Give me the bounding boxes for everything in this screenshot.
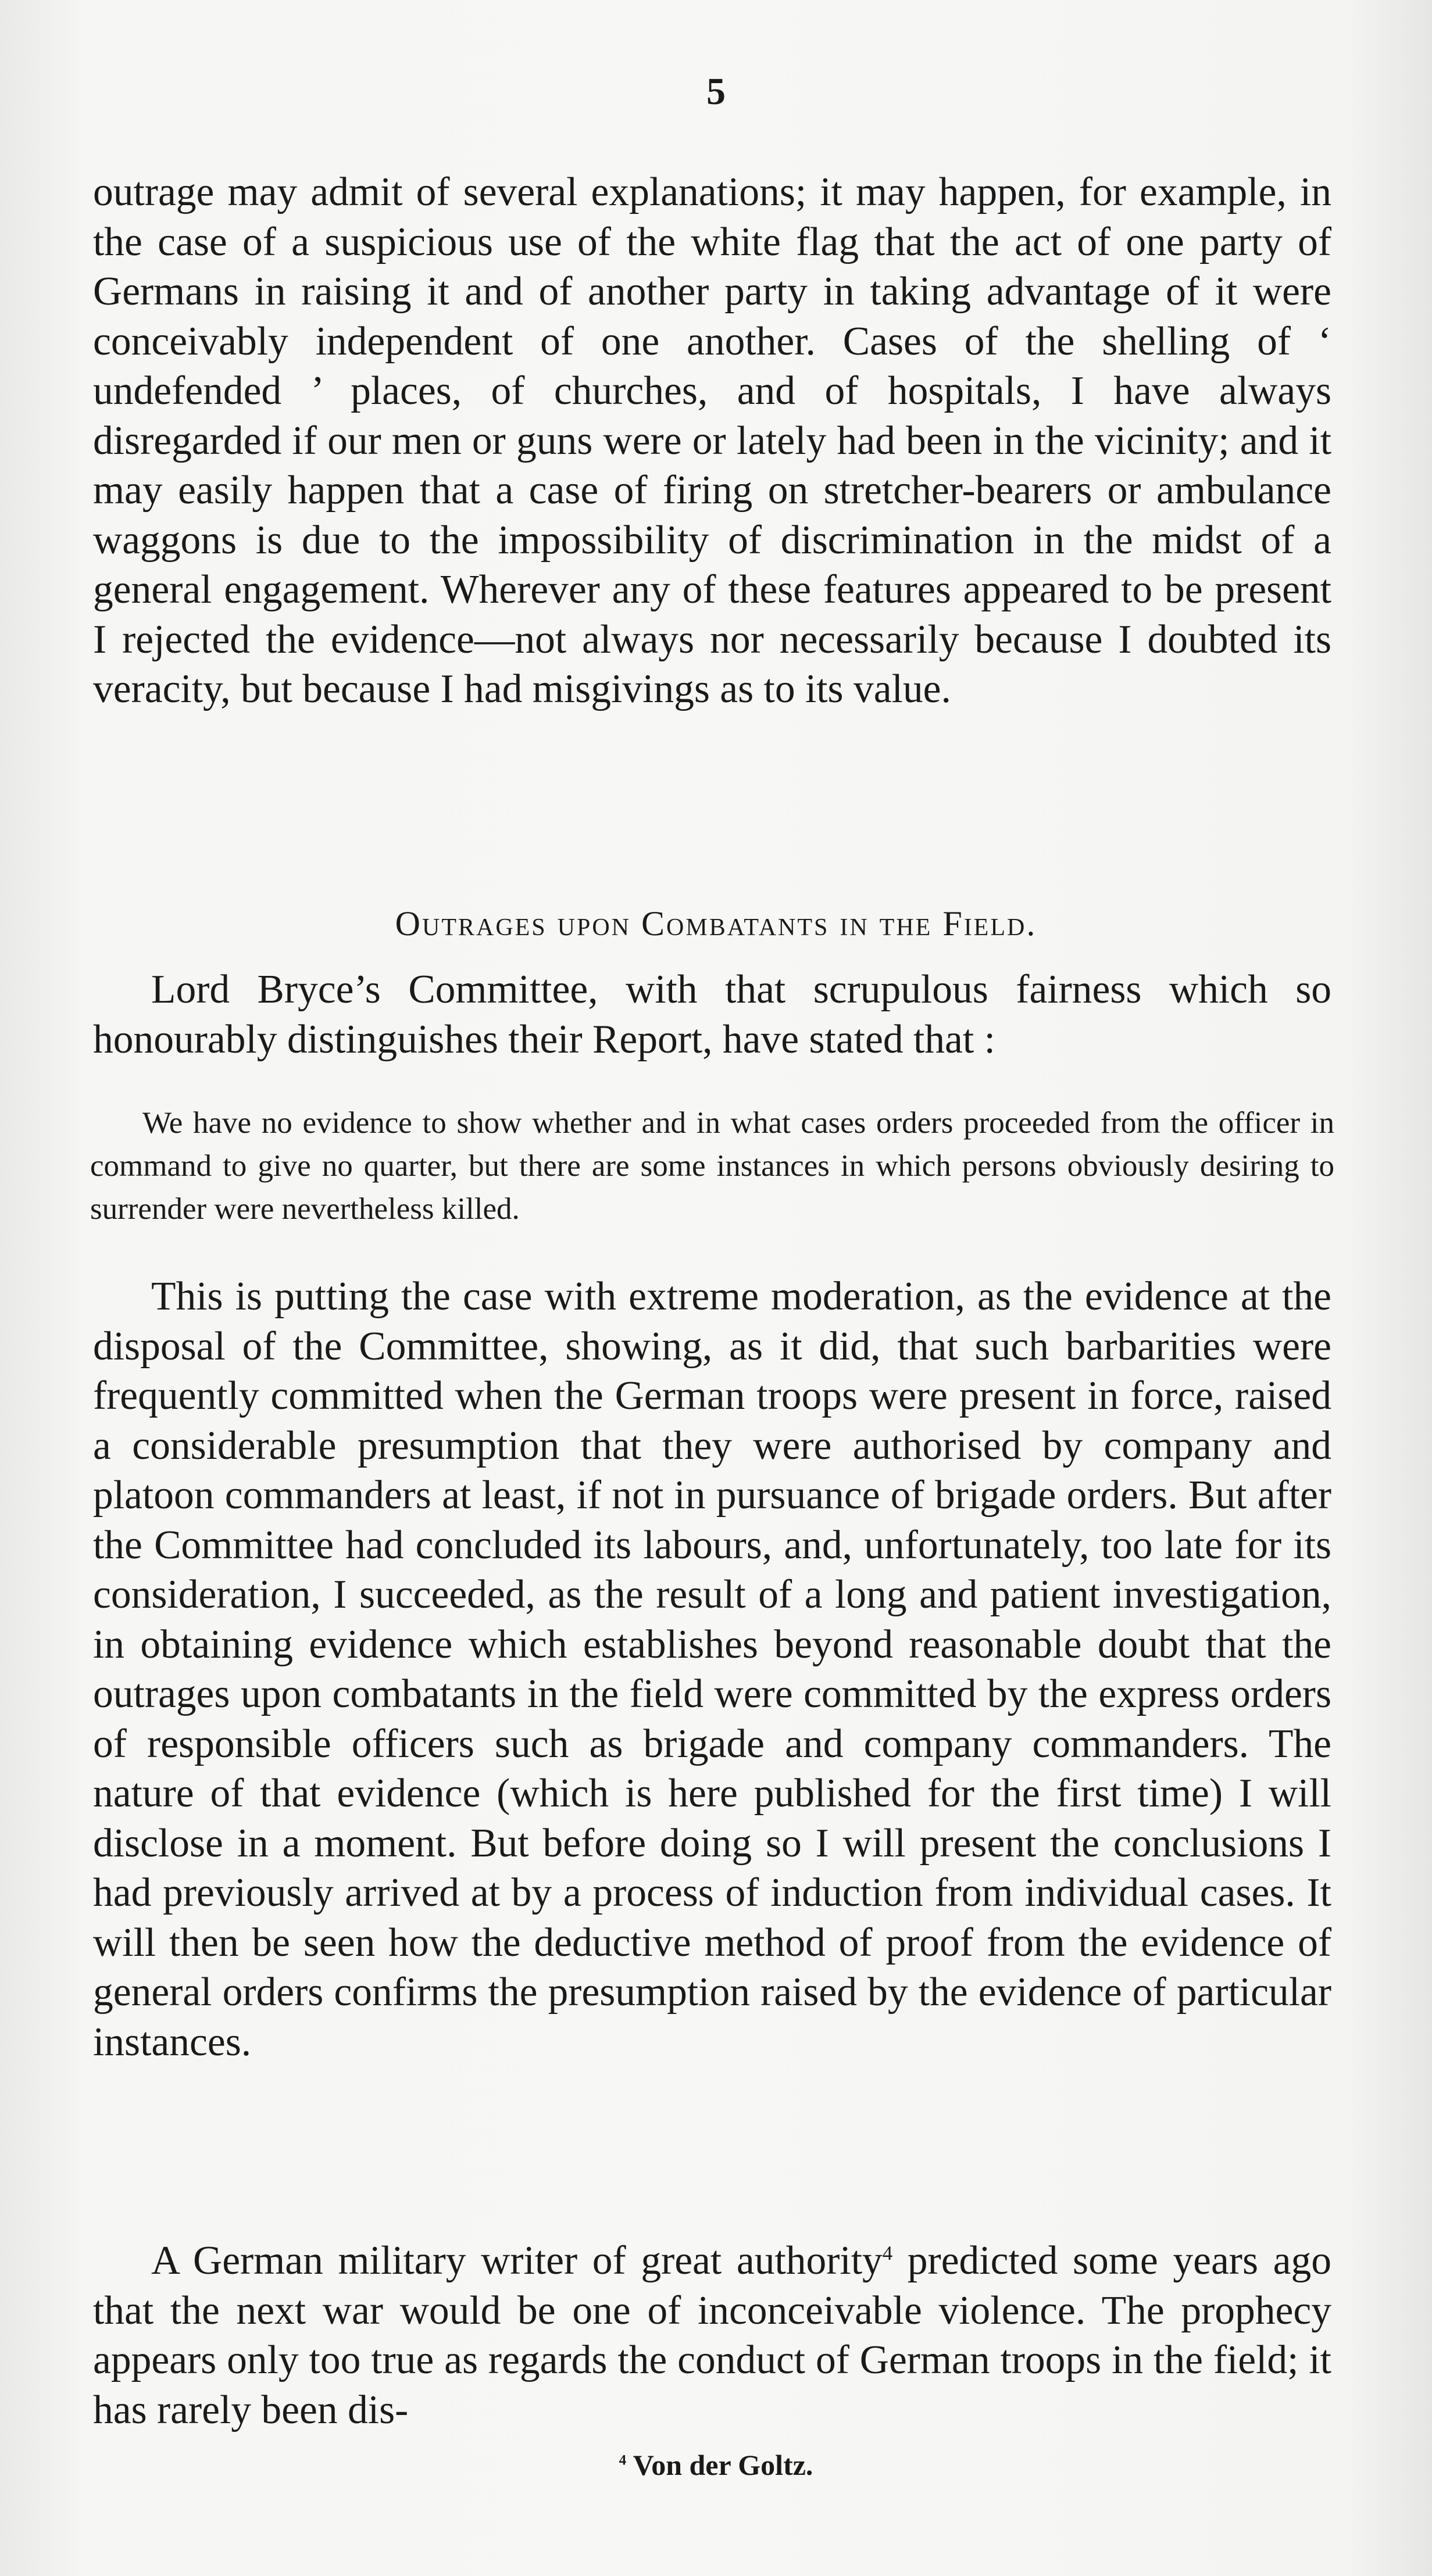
- paragraph-3-text: This is putting the case with extreme moderation, as the evidence at the disposal of the Committee, showing, as it did, that such barbarities were frequently committed when the German troops were present in force, raised a considerable presumption that they were authorised by company and platoon commanders at least, if not in pursuance of brigade orders. But after the Committee had concluded its labours, and, unfortunately, too late for its consideration, I succeeded, as the result of a long and patient investigation, in obtaining evidence which establishes beyond reasonable doubt that the outrages upon combatants in the field were committed by the express orders of responsible officers such as brigade and company commanders. The nature of that evidence (which is here published for the first time) I will disclose in a moment. But before doing so I will present the conclusions I had previously arrived at by a process of induction from individual cases. It will then be seen how the deductive method of proof from the evidence of general orders confirms the presumption raised by the evidence of particular instances.: [93, 1274, 1331, 2065]
- footnote: [0, 2448, 1432, 2482]
- section-heading: Outrages upon Combatants in the Field.: [395, 904, 1037, 943]
- block-quote-text: We have no evidence to show whether and in what cases orders proceeded from the officer in command to give no quarter, but there are some instances in which persons obviously desiring to surrender were nevertheless killed.: [90, 1106, 1334, 1226]
- paragraph-2-text: Lord Bryce’s Committee, with that scrupulous fairness which so honourably distinguishes their Report, have stated that :: [93, 967, 1331, 1062]
- paragraph-4-text-end: predicted some years ago that the next war would be one of inconceivable violence. The prophecy appears only too true as regards the conduct of German troops in the field; it has rarely been dis-: [93, 2238, 1331, 2432]
- footnote-reference: 4: [882, 2241, 893, 2264]
- paragraph-4: [93, 2236, 1331, 2435]
- paragraph-2: [93, 965, 1331, 1064]
- paragraph-1: [93, 167, 1331, 714]
- paragraph-4-text: [93, 2236, 1331, 2435]
- paragraph-1-text: outrage may admit of several explanations; it may happen, for example, in the case of a suspicious use of the white flag that the act of one party of Germans in raising it and of another party in taking advantage of it were conceivably independent of one another. Cases of the shelling of ‘ undefended ’ places, of churches, and of hospitals, I have always disregarded if our men or guns were or lately had been in the vicinity; and it may easily happen that a case of firing on stretcher-bearers or ambulance waggons is due to the impossibility of discrimination in the midst of a general engagement. Wherever any of these features appeared to be present I rejected the evidence—not always nor necessarily because I doubted its veracity, but because I had misgivings as to its value.: [93, 170, 1331, 711]
- footnote-marker: 4: [619, 2452, 627, 2468]
- footnote-text: Von der Goltz.: [626, 2449, 813, 2481]
- paragraph-3: [93, 1272, 1331, 2067]
- page-number: 5: [706, 70, 726, 113]
- block-quote: [90, 1101, 1334, 1230]
- paragraph-4-text-start: A German military writer of great authority: [151, 2238, 883, 2283]
